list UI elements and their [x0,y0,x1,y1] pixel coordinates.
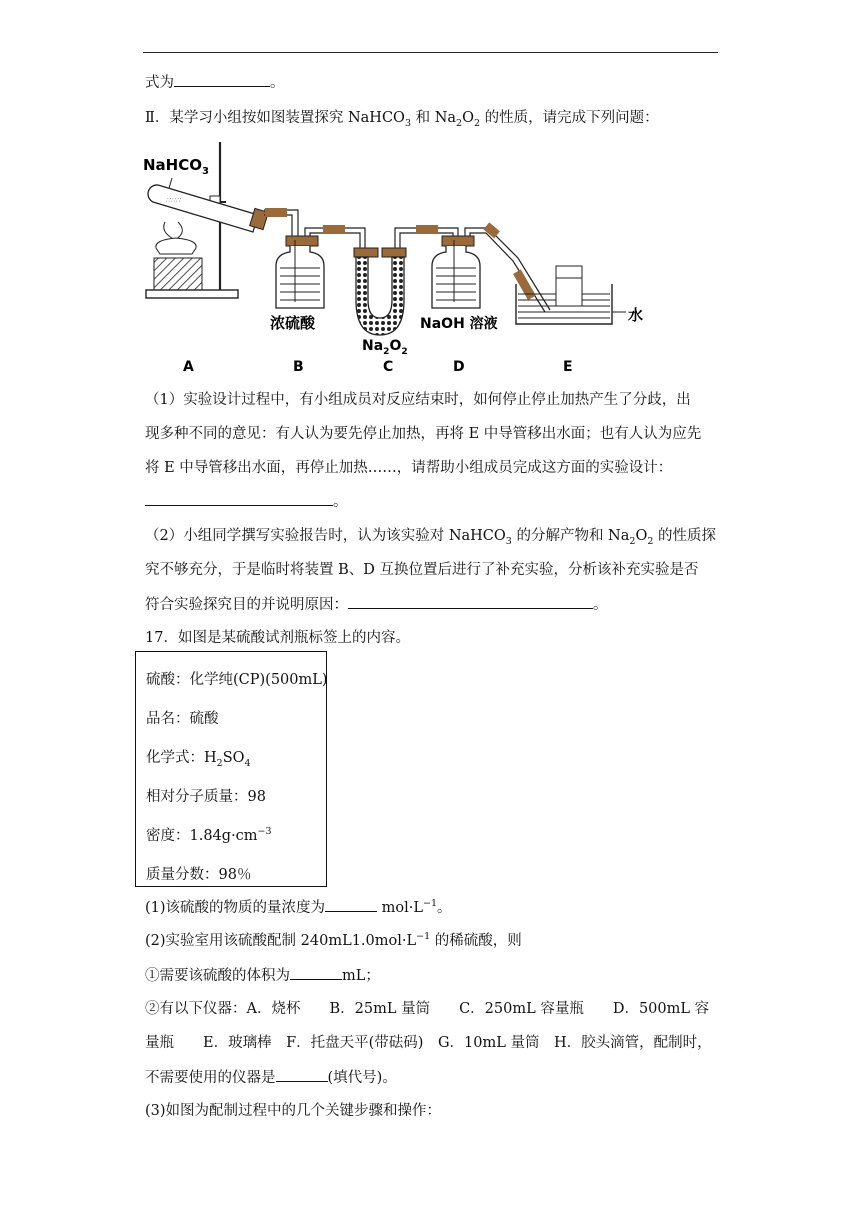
q17-2: (2)实验室用该硫酸配制 $240mL1.0mol\cdot L^{-1}$ 的稀硫酸，则 [145,931,522,949]
answer-blank[interactable] [145,491,333,506]
q2-line3: 符合实验探究目的并说明原因： 。 [145,594,608,615]
continued-line [145,72,285,93]
letter-c: C [383,359,394,375]
test-tube [148,185,268,232]
q1-line1: （1）实验设计过程中，有小组成员对反应结束时，如何停止停止加热产生了分歧，出 [145,392,691,408]
u-tube-label: $Na_2O_2$ [362,338,408,357]
alcohol-lamp [154,222,202,290]
q17-2-2-line2: 量瓶 E．玻璃棒 F．托盘天平(带砝码) G．10mL 量筒 H．胶头滴管，配制时， [145,1035,712,1051]
label-row: 化学式：$H_2SO_4$ [146,750,251,769]
label-row: 硫酸：化学纯(CP)(500mL) [146,672,328,688]
q2-line2: 究不够充分，于是临时将装置 B、D 互换位置后进行了补充实验，分析该补充实验是否 [145,562,699,578]
bottle-b-label: 浓硫酸 [270,314,316,332]
q1-line4: 。 [145,491,348,512]
q17-2-1: ①需要该硫酸的体积为 mL； [145,965,380,986]
line-text: 式为 [145,75,174,91]
answer-blank[interactable] [290,965,342,980]
bottle-b [276,236,324,308]
line-punct: 。 [270,75,285,91]
q17-intro: 17．如图是某硫酸试剂瓶标签上的内容。 [145,630,410,646]
label-row: 品名：硫酸 [146,711,219,727]
q17-1: (1)该硫酸的物质的量浓度为 $mol\cdot L^{-1}$。 [145,898,452,916]
q17-2-2-line1: ②有以下仪器：A．烧杯 B．25mL 量筒 C．250mL 容量瓶 D．500mL 容 [145,1001,710,1017]
label-row: 密度：$1.84g\cdot cm^{-3}$ [146,826,272,844]
letter-d: D [453,359,465,375]
u-tube-c [354,248,406,335]
water-label: 水 [628,306,644,324]
q1-line3: 将 E 中导管移出水面，再停止加热……，请帮助小组成员完成这方面的实验设计： [145,460,673,476]
answer-blank[interactable] [348,594,593,609]
nahco3-label: NaHCO$_3$ [143,156,209,177]
letter-a: A [183,359,194,375]
bottle-d-label: NaOH 溶液 [420,316,498,332]
q17-2-2-line3: 不需要使用的仪器是 (填代号)。 [145,1067,397,1088]
header-rule [143,52,718,53]
reagent-label-box [135,651,327,887]
letter-e: E [563,359,573,375]
apparatus-figure [140,140,650,380]
q17-3: (3)如图为配制过程中的几个关键步骤和操作： [145,1103,442,1119]
label-row: 相对分子质量：98 [146,789,266,805]
label-row: 质量分数：98％ [146,867,252,883]
answer-blank[interactable] [276,1067,328,1082]
svg-text:∴∵∴∵: ∴∵∴∵ [166,197,182,204]
q1-line2: 现多种不同的意见：有人认为要先停止加热，再将 E 中导管移出水面；也有人认为应先 [145,426,702,442]
section2-intro: Ⅱ．某学习小组按如图装置探究 NaHCO$_3$ 和 $Na_2O_2$ 的性质，请完成下列问题： [145,110,659,129]
answer-blank[interactable] [325,897,377,912]
answer-blank[interactable] [174,72,270,87]
bottle-d [432,236,480,308]
q2-line1: （2）小组同学撰写实验报告时，认为该实验对 NaHCO$_3$ 的分解产物和 $Na_2O_2$ 的性质探 [145,528,716,547]
letter-b: B [293,359,304,375]
